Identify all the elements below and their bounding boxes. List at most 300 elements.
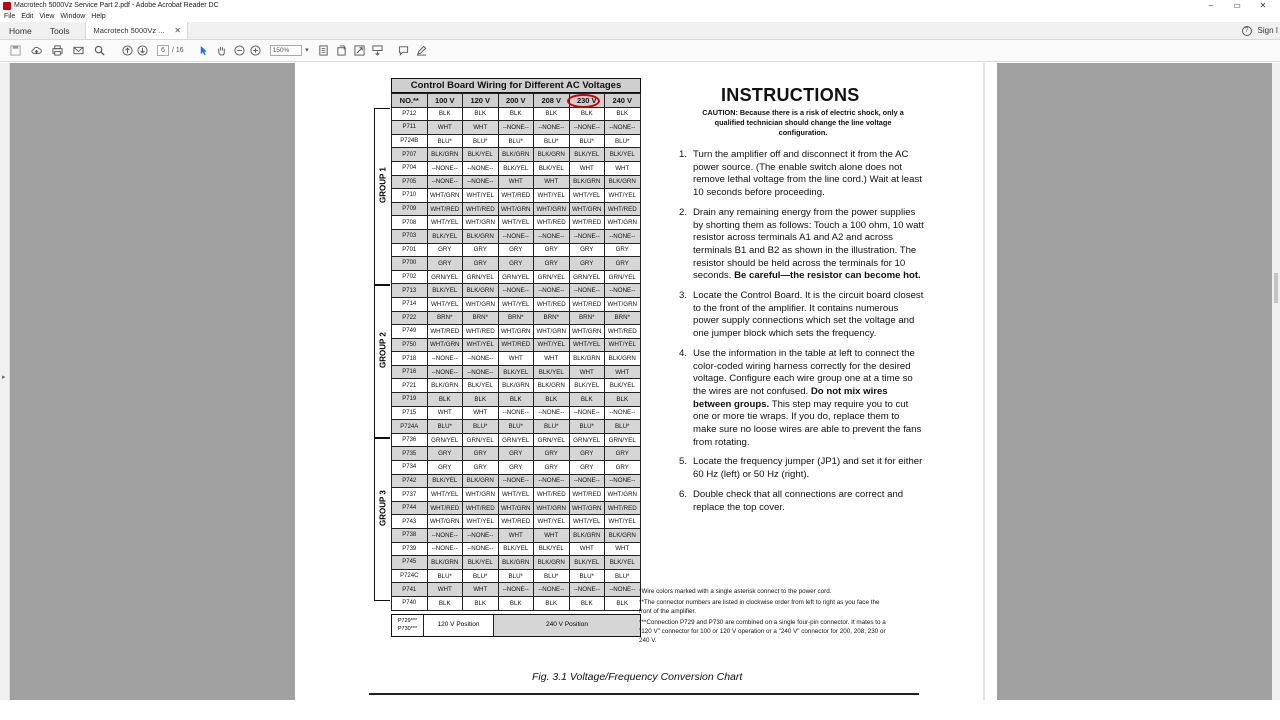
connector-cell: P737 <box>392 488 428 502</box>
main-toolbar <box>0 40 1280 62</box>
wire-color-cell: --NONE-- <box>463 175 499 189</box>
table-row <box>392 433 641 447</box>
wire-color-cell: BLK <box>463 393 499 407</box>
wire-color-cell: BLK/YEL <box>463 556 499 570</box>
wire-color-cell: WHT/RED <box>463 202 499 216</box>
group-2-bracket <box>374 285 390 438</box>
table-row <box>392 461 641 475</box>
page-navigator <box>157 45 184 56</box>
footnotes <box>639 587 889 647</box>
next-page-icon[interactable] <box>136 45 148 57</box>
wire-color-cell: BLK/GRN <box>427 379 463 393</box>
scrollbar-thumb[interactable] <box>1274 273 1278 303</box>
wire-color-cell: BLK/GRN <box>605 352 641 366</box>
table-row <box>392 216 641 230</box>
wire-color-cell: GRY <box>498 447 534 461</box>
wire-color-cell: BLK <box>605 107 641 121</box>
menu-bar <box>0 11 1280 22</box>
wire-color-cell: BLU* <box>605 420 641 434</box>
connector-cell: P722 <box>392 311 428 325</box>
tab-home[interactable]: Home <box>9 25 32 36</box>
position-240v: 240 V Position <box>494 615 640 636</box>
wire-color-cell: BLU* <box>498 134 534 148</box>
wire-color-cell: BLK <box>427 393 463 407</box>
wire-color-cell: BLK/GRN <box>534 148 570 162</box>
connector-cell: P719 <box>392 393 428 407</box>
wire-color-cell: WHT <box>569 365 605 379</box>
wire-color-cell: BLK <box>463 107 499 121</box>
wire-color-cell: BLU* <box>534 420 570 434</box>
wire-color-cell: GRY <box>498 257 534 271</box>
table-row <box>392 134 641 148</box>
table-row <box>392 488 641 502</box>
title-bar <box>0 0 1280 11</box>
sign-in-link[interactable]: Sign I <box>1257 26 1278 35</box>
zoom-level-select[interactable]: 150% ▾ <box>270 45 302 56</box>
wire-color-cell: BLU* <box>463 420 499 434</box>
wire-color-cell: BLK/YEL <box>605 148 641 162</box>
wire-color-cell: BLK/YEL <box>534 161 570 175</box>
wire-color-cell: BRN* <box>534 311 570 325</box>
table-row <box>392 420 641 434</box>
wire-color-cell: GRN/YEL <box>498 270 534 284</box>
wire-color-cell: BLK <box>569 107 605 121</box>
page-total: / 16 <box>172 47 184 54</box>
fit-page-icon[interactable] <box>318 45 330 57</box>
wire-color-cell: WHT/GRN <box>569 325 605 339</box>
wire-color-cell: WHT/GRN <box>427 189 463 203</box>
wire-color-cell: --NONE-- <box>463 542 499 556</box>
wire-color-cell: --NONE-- <box>498 121 534 135</box>
minimize-button[interactable]: – <box>1208 1 1214 10</box>
connector-cell: P738 <box>392 529 428 543</box>
table-header-row <box>392 94 641 108</box>
wire-color-cell: BLU* <box>498 569 534 583</box>
table-row <box>392 121 641 135</box>
wire-color-cell: BLK/GRN <box>569 175 605 189</box>
menu-file[interactable]: File <box>4 13 16 20</box>
wire-color-cell: BLK/GRN <box>569 352 605 366</box>
wire-color-cell: GRY <box>569 257 605 271</box>
wire-color-cell: --NONE-- <box>605 583 641 597</box>
wire-color-cell: BLK/YEL <box>463 379 499 393</box>
wire-color-cell: WHT/RED <box>498 189 534 203</box>
wire-color-cell: BLK/YEL <box>463 148 499 162</box>
wire-color-cell: BLK <box>534 393 570 407</box>
step-2-warning: Be careful—the resistor can become hot. <box>734 270 921 282</box>
step-3-number: 3. <box>679 290 688 302</box>
table-row <box>392 229 641 243</box>
connector-cell: P740 <box>392 596 428 610</box>
comment-icon[interactable] <box>398 45 410 57</box>
wire-color-cell: --NONE-- <box>534 583 570 597</box>
wire-color-cell: WHT/GRN <box>534 202 570 216</box>
wire-color-cell: WHT <box>498 352 534 366</box>
connector-cell: P714 <box>392 297 428 311</box>
zoom-out-icon[interactable] <box>234 45 246 57</box>
wire-color-cell: WHT <box>427 583 463 597</box>
wire-color-cell: BLK/GRN <box>534 556 570 570</box>
status-strip <box>0 700 1280 720</box>
wire-color-cell: GRY <box>569 243 605 257</box>
wire-color-cell: BLK <box>605 393 641 407</box>
table-row <box>392 393 641 407</box>
wire-color-cell: BLK/YEL <box>498 365 534 379</box>
wire-color-cell: --NONE-- <box>605 229 641 243</box>
wire-color-cell: WHT/GRN <box>427 515 463 529</box>
table-row <box>392 202 641 216</box>
wire-color-cell: GRN/YEL <box>427 433 463 447</box>
wire-color-cell: BLK/YEL <box>498 542 534 556</box>
wire-color-cell: WHT <box>463 406 499 420</box>
step-1-number: 1. <box>679 149 688 160</box>
connector-cell: P709 <box>392 202 428 216</box>
step-5-number: 5. <box>679 456 688 468</box>
connector-cell: P743 <box>392 515 428 529</box>
connector-cell: P710 <box>392 189 428 203</box>
wire-color-cell: BLK/GRN <box>605 175 641 189</box>
wire-color-cell: WHT/RED <box>463 501 499 515</box>
wire-color-cell: WHT <box>427 406 463 420</box>
table-row <box>392 352 641 366</box>
wire-color-cell: WHT/RED <box>569 297 605 311</box>
connector-cell: P741 <box>392 583 428 597</box>
wire-color-cell: WHT/RED <box>463 325 499 339</box>
wire-color-cell: WHT/RED <box>605 325 641 339</box>
wire-color-cell: WHT <box>569 542 605 556</box>
menu-help[interactable]: Help <box>91 13 106 20</box>
wire-color-cell: --NONE-- <box>534 406 570 420</box>
wire-color-cell: --NONE-- <box>427 365 463 379</box>
wire-color-cell: WHT <box>534 529 570 543</box>
wire-color-cell: WHT <box>463 121 499 135</box>
figure-caption: Fig. 3.1 Voltage/Frequency Conversion Chart <box>532 671 743 683</box>
menu-view[interactable]: View <box>39 13 55 20</box>
tab-tools[interactable]: Tools <box>49 25 70 36</box>
group-3-bracket <box>374 438 390 601</box>
wire-color-cell: BLK <box>569 596 605 610</box>
table-row <box>392 297 641 311</box>
table-row <box>392 596 641 610</box>
wire-color-cell: --NONE-- <box>569 474 605 488</box>
wire-color-cell: GRY <box>498 243 534 257</box>
wire-color-cell: GRY <box>605 243 641 257</box>
wire-color-cell: GRY <box>605 447 641 461</box>
wire-color-cell: BLK/YEL <box>605 556 641 570</box>
wire-color-cell: --NONE-- <box>463 161 499 175</box>
connector-cell: P718 <box>392 352 428 366</box>
navigation-pane-handle[interactable] <box>0 63 10 700</box>
table-row <box>392 107 641 121</box>
print-icon[interactable] <box>51 45 63 57</box>
connector-cell: P750 <box>392 338 428 352</box>
step-6-number: 6. <box>679 488 688 500</box>
table-row <box>392 311 641 325</box>
step-2-text: Drain any remaining energy from the power supplies by shorting them as follows: Touch a 100 ohm, 10 watt resistor across terminals A1 and A2 and across terminals B1 and B2 as shown in the illustration. The resistor should be held across the terminals for 10 seconds. <box>693 206 924 282</box>
group-1-bracket <box>374 108 390 285</box>
full-screen-icon[interactable] <box>354 45 366 57</box>
wire-color-cell: BLU* <box>534 569 570 583</box>
connector-cell: P712 <box>392 107 428 121</box>
wire-color-cell: WHT/GRN <box>463 488 499 502</box>
wire-color-cell: WHT/RED <box>534 488 570 502</box>
menu-window[interactable]: Window <box>60 13 86 20</box>
wire-color-cell: --NONE-- <box>534 121 570 135</box>
wire-color-cell: --NONE-- <box>463 365 499 379</box>
wire-color-cell: WHT <box>569 161 605 175</box>
connector-cell: P700 <box>392 257 428 271</box>
help-icon[interactable]: ? <box>1242 26 1252 36</box>
table-row <box>392 379 641 393</box>
wire-color-cell: WHT/YEL <box>498 297 534 311</box>
wire-color-cell: WHT/YEL <box>463 189 499 203</box>
wire-color-cell: WHT/YEL <box>605 515 641 529</box>
wire-color-cell: GRY <box>498 461 534 475</box>
wire-color-cell: BLK/GRN <box>534 379 570 393</box>
wire-color-cell: --NONE-- <box>534 284 570 298</box>
footnote-1: *Wire colors marked with a single asterisk connect to the power cord. <box>639 588 832 595</box>
wire-color-cell: WHT/GRN <box>463 297 499 311</box>
wire-color-cell: GRY <box>463 243 499 257</box>
wire-color-cell: BRN* <box>569 311 605 325</box>
wire-color-cell: WHT/GRN <box>498 325 534 339</box>
wire-color-cell: WHT/GRN <box>605 488 641 502</box>
wire-color-cell: BLU* <box>498 420 534 434</box>
wire-color-cell: WHT/RED <box>534 216 570 230</box>
footnote-3: ***Connection P729 and P730 are combined on a single four-pin connector. It mates to a "120 V" connector for 100 or 120 V operation or a "240 V" connector for 200, 208, 230 or 240 V. <box>639 619 886 644</box>
table-row <box>392 189 641 203</box>
wire-color-cell: WHT <box>605 542 641 556</box>
wire-color-cell: WHT/GRN <box>427 338 463 352</box>
wire-color-cell: BRN* <box>427 311 463 325</box>
pdf-page <box>295 63 997 700</box>
wire-color-cell: BLK/YEL <box>534 542 570 556</box>
wire-color-cell: WHT/RED <box>605 501 641 515</box>
wire-color-cell: BLK/GRN <box>463 284 499 298</box>
window-title: Macrotech 5000Vz Service Part 2.pdf - Adobe Acrobat Reader DC <box>14 2 219 9</box>
wire-color-cell: WHT <box>463 583 499 597</box>
wire-color-cell: GRN/YEL <box>463 433 499 447</box>
wire-color-cell: BLK <box>569 393 605 407</box>
wire-color-cell: --NONE-- <box>463 529 499 543</box>
wire-color-cell: GRY <box>569 447 605 461</box>
wire-color-cell: WHT <box>605 161 641 175</box>
wire-color-cell: BLK/GRN <box>569 529 605 543</box>
connector-cell: P734 <box>392 461 428 475</box>
wire-color-cell: WHT/YEL <box>569 189 605 203</box>
wire-color-cell: --NONE-- <box>605 284 641 298</box>
wire-color-cell: WHT/YEL <box>427 216 463 230</box>
wire-color-cell: WHT/RED <box>569 488 605 502</box>
save-icon[interactable] <box>9 45 21 57</box>
wire-color-cell: WHT/RED <box>569 216 605 230</box>
wire-color-cell: --NONE-- <box>498 583 534 597</box>
wire-color-cell: BLK <box>534 107 570 121</box>
position-120v: 120 V Position <box>424 615 494 636</box>
wire-color-cell: BLK/GRN <box>427 556 463 570</box>
wire-color-cell: --NONE-- <box>498 406 534 420</box>
wire-color-cell: BLK/GRN <box>498 556 534 570</box>
step-5 <box>679 456 924 481</box>
step-1 <box>679 149 924 200</box>
tab-document[interactable] <box>85 22 189 39</box>
page-scan-edge <box>983 63 985 700</box>
table-row <box>392 474 641 488</box>
table-row <box>392 501 641 515</box>
wire-color-cell: --NONE-- <box>427 352 463 366</box>
wire-color-cell: WHT/YEL <box>534 338 570 352</box>
connector-p729-p730 <box>392 615 424 636</box>
wire-color-cell: BLU* <box>427 569 463 583</box>
step-3-text: Locate the Control Board. It is the circuit board closest to the front of the amplifier. It contains numerous power supply connections which set the voltage and one jumper block which sets the frequency. <box>693 290 924 340</box>
wire-color-cell: WHT/GRN <box>605 216 641 230</box>
select-cursor-icon[interactable] <box>198 45 210 57</box>
upload-cloud-icon[interactable] <box>30 45 42 57</box>
wire-color-cell: BLK/YEL <box>498 161 534 175</box>
wire-color-cell: BLK/GRN <box>498 379 534 393</box>
group-3-label: GROUP 3 <box>378 489 388 526</box>
page-number-input[interactable]: 6 <box>157 45 169 56</box>
page-rule <box>369 693 919 695</box>
wire-color-cell: GRY <box>534 243 570 257</box>
wire-color-cell: --NONE-- <box>498 284 534 298</box>
wire-color-cell: WHT/YEL <box>427 488 463 502</box>
wire-color-cell: GRN/YEL <box>534 270 570 284</box>
connector-cell: P739 <box>392 542 428 556</box>
table-row <box>392 365 641 379</box>
wire-color-cell: WHT/GRN <box>534 325 570 339</box>
zoom-in-icon[interactable] <box>250 45 262 57</box>
tab-bar <box>0 22 1280 40</box>
wire-color-cell: --NONE-- <box>427 161 463 175</box>
step-4-tail: This step may require you to cut one or more tie wraps. If you do, replace them to make sure no loose wires are able to prevent the fans from rotating. <box>693 398 922 448</box>
table-row <box>392 270 641 284</box>
table-row <box>392 175 641 189</box>
connector-cell: P724C <box>392 569 428 583</box>
step-4-warning: Do not mix wires between groups. <box>693 385 888 410</box>
scroll-mode-icon[interactable] <box>372 45 384 57</box>
wire-color-cell: BLK <box>463 596 499 610</box>
wire-color-cell: BLK/YEL <box>569 148 605 162</box>
vertical-scrollbar[interactable] <box>1272 63 1280 700</box>
wire-color-cell: WHT/RED <box>498 515 534 529</box>
connector-cell: P742 <box>392 474 428 488</box>
table-row <box>392 406 641 420</box>
wire-color-cell: GRY <box>463 461 499 475</box>
wire-color-cell: WHT/YEL <box>427 297 463 311</box>
wire-color-cell: WHT/YEL <box>534 515 570 529</box>
wire-color-cell: WHT/GRN <box>569 501 605 515</box>
wire-color-cell: --NONE-- <box>427 175 463 189</box>
header-240-v: 240 V <box>605 94 641 108</box>
table-row <box>392 515 641 529</box>
step-6 <box>679 489 924 514</box>
wire-color-cell: WHT <box>498 529 534 543</box>
wire-color-cell: GRN/YEL <box>498 433 534 447</box>
wire-color-cell: GRN/YEL <box>605 433 641 447</box>
maximize-button[interactable]: ▭ <box>1233 1 1241 10</box>
wire-color-cell: GRY <box>427 257 463 271</box>
connector-cell: P703 <box>392 229 428 243</box>
table-row <box>392 243 641 257</box>
table-row <box>392 569 641 583</box>
wire-color-cell: BLU* <box>605 134 641 148</box>
connector-cell: P736 <box>392 433 428 447</box>
wire-color-cell: WHT/GRN <box>605 297 641 311</box>
wire-color-cell: --NONE-- <box>569 583 605 597</box>
menu-edit[interactable]: Edit <box>21 13 34 20</box>
wire-color-cell: WHT/YEL <box>498 216 534 230</box>
hand-tool-icon[interactable] <box>216 45 228 57</box>
wire-color-cell: GRY <box>569 461 605 475</box>
wire-color-cell: GRY <box>534 461 570 475</box>
wire-color-cell: BLU* <box>463 569 499 583</box>
wire-color-cell: BLK/YEL <box>569 379 605 393</box>
wire-color-cell: BLK/YEL <box>605 379 641 393</box>
expand-pane-icon[interactable]: ▸ <box>2 374 6 381</box>
wire-color-cell: WHT/RED <box>427 325 463 339</box>
acrobat-app-icon <box>3 2 11 10</box>
wire-color-cell: BLU* <box>427 134 463 148</box>
wire-color-cell: BLK <box>498 393 534 407</box>
table-row <box>392 338 641 352</box>
step-1-text: Turn the amplifier off and disconnect it from the AC power source. (The enable switch alone does not remove lethal voltage from the line cord.) Wait at least 10 seconds before proceeding. <box>693 149 922 199</box>
connector-cell: P735 <box>392 447 428 461</box>
wiring-table <box>391 93 641 611</box>
connector-cell: P745 <box>392 556 428 570</box>
highlight-pen-icon[interactable] <box>416 45 428 57</box>
header-230-v: 230 V <box>569 94 605 108</box>
search-icon[interactable] <box>93 45 105 57</box>
rotate-view-icon[interactable] <box>336 45 348 57</box>
table-row <box>392 284 641 298</box>
close-button[interactable]: ✕ <box>1259 1 1267 10</box>
connector-cell: P713 <box>392 284 428 298</box>
wire-color-cell: WHT/YEL <box>534 189 570 203</box>
wire-color-cell: GRN/YEL <box>427 270 463 284</box>
wire-color-cell: GRY <box>605 461 641 475</box>
wire-color-cell: GRY <box>463 447 499 461</box>
step-6-text: Double check that all connections are correct and replace the top cover. <box>693 488 904 513</box>
caution-text: CAUTION: Because there is a risk of electric shock, only a qualified technician should change the line voltage configuration. <box>702 108 904 137</box>
window-controls <box>1198 0 1276 11</box>
close-tab-icon[interactable]: ✕ <box>174 26 182 35</box>
connector-cell: P707 <box>392 148 428 162</box>
wire-color-cell: --NONE-- <box>605 474 641 488</box>
previous-page-icon[interactable] <box>121 45 133 57</box>
wire-color-cell: BLU* <box>569 134 605 148</box>
step-5-text: Locate the frequency jumper (JP1) and set it for either 60 Hz (left) or 50 Hz (right). <box>693 456 923 481</box>
instructions-title: INSTRUCTIONS <box>721 85 860 105</box>
connector-cell: P708 <box>392 216 428 230</box>
connector-cell: P716 <box>392 365 428 379</box>
wire-color-cell: --NONE-- <box>427 542 463 556</box>
wire-color-cell: WHT/GRN <box>463 216 499 230</box>
wire-color-cell: --NONE-- <box>498 474 534 488</box>
header-200-v: 200 V <box>498 94 534 108</box>
header-120-v: 120 V <box>463 94 499 108</box>
wire-color-cell: WHT/GRN <box>498 202 534 216</box>
wire-color-cell: WHT/YEL <box>605 338 641 352</box>
step-4-number: 4. <box>679 347 688 359</box>
wire-color-cell: WHT/GRN <box>498 501 534 515</box>
wire-color-cell: BRN* <box>605 311 641 325</box>
wire-color-cell: WHT <box>605 365 641 379</box>
email-icon[interactable] <box>72 45 84 57</box>
connector-cell: P724B <box>392 134 428 148</box>
table-row <box>392 556 641 570</box>
wire-color-cell: GRN/YEL <box>605 270 641 284</box>
